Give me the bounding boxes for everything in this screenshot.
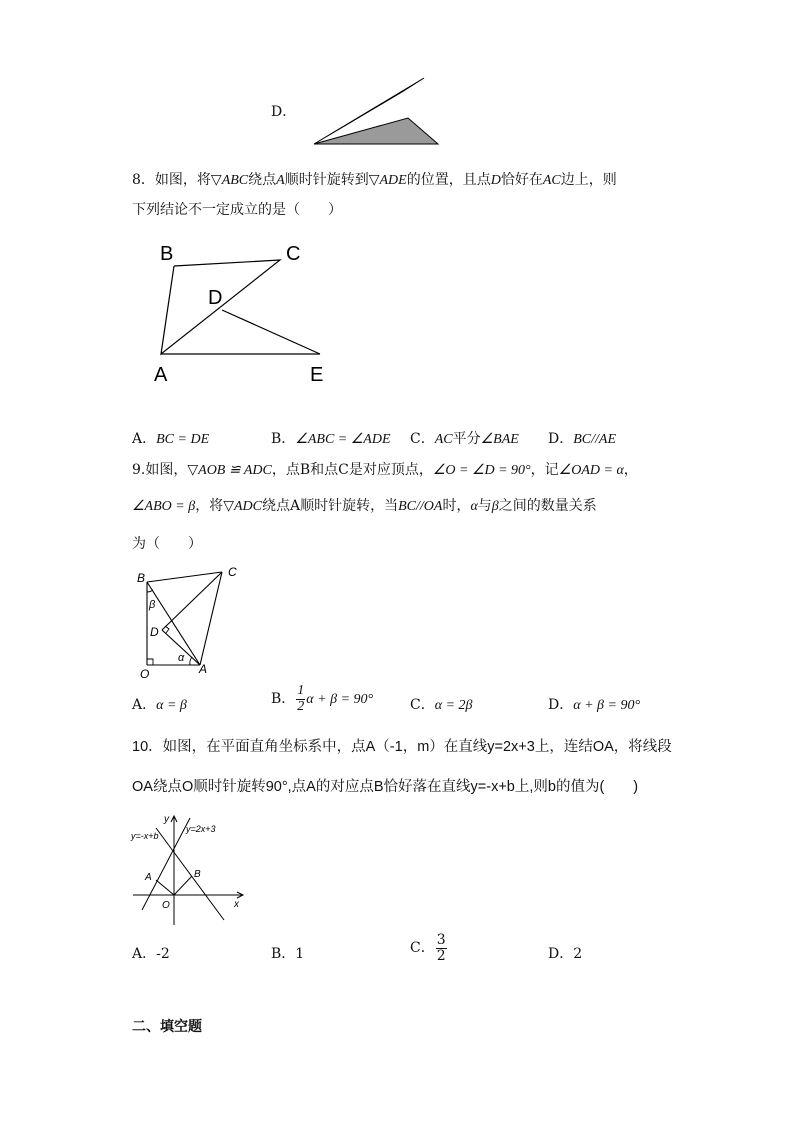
- q9-option-c: C．α = 2β: [410, 697, 473, 713]
- q9-option-a: A．α = β: [132, 697, 187, 713]
- q7-option-d-figure: [300, 74, 450, 148]
- fraction: $\frac{1}{2}$: [297, 683, 305, 714]
- triangle-symbol-icon: ▽: [368, 172, 380, 188]
- y-axis-label: y: [164, 814, 169, 825]
- fraction: $\frac{3}{2}$: [436, 932, 446, 964]
- q9-option-d: D．α + β = 90°: [548, 697, 641, 713]
- q9-stem-line-1: 9.如图，▽AOB ≌ ADC，点B和点C是对应顶点，∠O = ∠D = 90°，记∠OAD = α，: [132, 462, 638, 478]
- point-a-label: A: [154, 364, 168, 386]
- q10-figure: [128, 810, 258, 930]
- point-c-label: C: [286, 243, 301, 265]
- triangle-symbol-icon: ▽: [187, 462, 199, 478]
- q8-option-a: A．BC = DE: [132, 431, 210, 447]
- line-y-neg-x-plus-b-label: y=-x+b: [131, 831, 159, 841]
- q10-option-d: D．2: [548, 946, 583, 962]
- q8-stem-line-1: 8．如图，将▽ABC绕点A顺时针旋转到▽ADE的位置，且点D恰好在AC边上，则: [132, 172, 617, 188]
- q8-figure: [140, 236, 340, 386]
- q8-option-b: B．∠ABC = ∠ADE: [271, 431, 391, 447]
- beta-label: β: [149, 599, 156, 611]
- q10-option-a: A．-2: [132, 946, 170, 962]
- q10-stem-line-2: OA绕点O顺时针旋转90°,点A的对应点B恰好落在直线y=-x+b上,则b的值为( ): [132, 779, 639, 795]
- section-heading-fill-in: 二、填空题: [132, 1019, 202, 1035]
- alpha-label: α: [178, 652, 185, 664]
- point-o-label: O: [140, 667, 150, 681]
- q10-stem-line-1: 10．如图，在平面直角坐标系中，点A（-1，m）在直线y=2x+3上，连结OA，将线段: [132, 739, 672, 755]
- point-d-label: D: [150, 625, 159, 639]
- line-y-2x-plus-3-label: y=2x+3: [186, 824, 216, 834]
- point-c-label: C: [228, 565, 237, 579]
- q8-option-c: C．AC平分∠BAE: [410, 431, 519, 447]
- point-d-label: D: [208, 287, 223, 309]
- origin-label: O: [162, 900, 170, 911]
- q7-option-d-label: D．: [271, 104, 297, 120]
- q9-stem-line-3: 为（ ）: [132, 536, 202, 552]
- q9-option-b: B． $\frac{1}{2}$ α + β = 90°: [271, 683, 374, 714]
- triangle-symbol-icon: ▽: [210, 172, 222, 188]
- point-b-label: B: [160, 243, 174, 265]
- point-e-label: E: [310, 364, 324, 386]
- point-a-label: A: [199, 662, 208, 676]
- q9-stem-line-2: ∠ABO = β，将▽ADC绕点A顺时针旋转，当BC//OA时，α与β之间的数量关系: [132, 498, 597, 514]
- q8-option-d: D．BC//AE: [548, 431, 617, 447]
- x-axis-label: x: [234, 899, 239, 910]
- q9-figure: [132, 562, 252, 682]
- point-a-label: A: [145, 872, 152, 883]
- q8-stem-line-2: 下列结论不一定成立的是（ ）: [132, 202, 342, 218]
- q10-option-b: B．1: [271, 946, 305, 962]
- q10-option-c: C． $\frac{3}{2}$: [410, 932, 446, 964]
- triangle-symbol-icon: ▽: [223, 498, 234, 514]
- point-b-label: B: [194, 869, 201, 880]
- point-b-label: B: [137, 571, 146, 585]
